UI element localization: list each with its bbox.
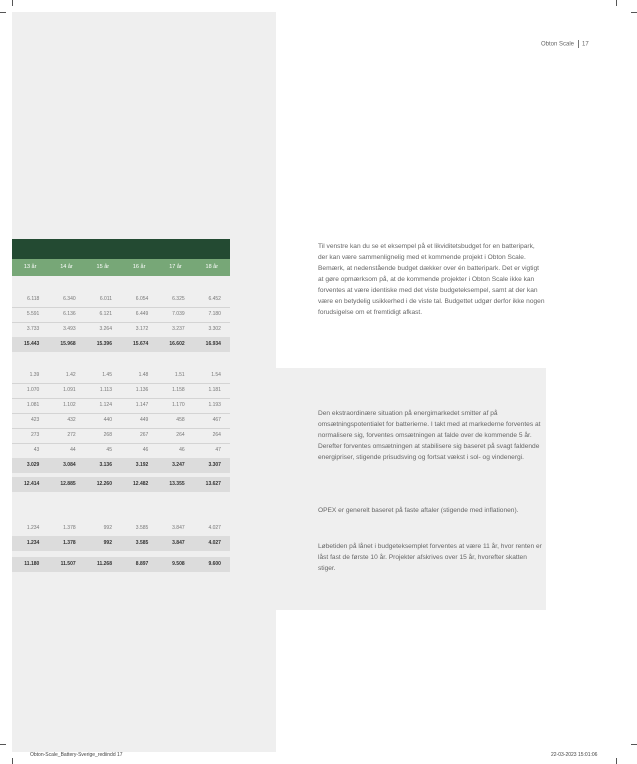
table-cell: 6.449 (135, 311, 149, 317)
table-title-band (12, 239, 230, 259)
column-header: 18 år (205, 264, 219, 270)
table-cell: 12.414 (24, 481, 40, 487)
table-cell: 6.340 (63, 296, 76, 302)
table-cell: 5.591 (26, 311, 40, 317)
table-row (12, 322, 230, 338)
table-cell: 992 (103, 540, 112, 546)
table-cell: 1.147 (135, 402, 149, 408)
table-cell: 6.054 (135, 296, 149, 302)
table-cell: 449 (139, 417, 149, 423)
table-cell: 1.091 (63, 387, 76, 393)
table-cell: 13.355 (169, 481, 185, 487)
table-cell: 1.234 (26, 525, 40, 531)
table-cell: 3.192 (135, 462, 149, 468)
table-total-row (12, 337, 230, 352)
table-cell: 1.070 (26, 387, 40, 393)
table-cell: 15.674 (133, 341, 149, 347)
table-cell: 12.885 (60, 481, 76, 487)
table-row (12, 398, 230, 414)
table-row (12, 521, 230, 536)
table-cell: 43 (33, 447, 40, 453)
table-cell: 1.181 (208, 387, 221, 393)
table-cell: 3.172 (135, 326, 149, 332)
crop-mark (616, 758, 617, 764)
table-cell: 1.48 (138, 372, 149, 378)
market-paragraph: Den ekstraordinære situation på energimarkedet smitter af på omsætningspotentialet for batterierne. I takt med at markederne forventes at normalisere sig, forventes omsætningen at falde over de kommende 5 år. Derefter forventes omsætningen at stabilisere sig baseret på svagt faldende energipriser, stigende prisudsving og fortsat vækst i sol- og vindenergi. (318, 410, 541, 461)
table-cell: 4.027 (208, 540, 221, 546)
column-header: 16 år (132, 264, 146, 270)
table-cell: 1.193 (208, 402, 221, 408)
footer-timestamp: 22-03-2023 15:01:06 (551, 752, 598, 758)
table-cell: 16.934 (205, 341, 221, 347)
table-cell: 15.968 (60, 341, 76, 347)
crop-mark (12, 758, 13, 764)
table-cell: 6.325 (172, 296, 185, 302)
table-cell: 1.51 (174, 372, 185, 378)
table-cell: 268 (103, 432, 112, 438)
table-cell: 3.029 (26, 462, 40, 468)
table-cell: 3.733 (26, 326, 40, 332)
table-cell: 3.237 (172, 326, 185, 332)
table-cell: 440 (103, 417, 112, 423)
table-cell: 1.124 (99, 402, 112, 408)
table-cell: 6.136 (63, 311, 76, 317)
table-cell: 3.585 (135, 525, 149, 531)
table-cell: 1.136 (135, 387, 149, 393)
brand-name: Obton Scale (541, 41, 575, 48)
table-cell: 47 (215, 447, 221, 453)
table-cell: 11.507 (60, 561, 76, 567)
table-cell: 272 (67, 432, 76, 438)
table-cell: 1.158 (172, 387, 185, 393)
table-cell: 1.113 (99, 387, 112, 393)
table-cell: 1.39 (29, 372, 40, 378)
table-row (12, 383, 230, 399)
table-cell: 46 (179, 447, 185, 453)
table-cell: 11.180 (24, 561, 40, 567)
table-cell: 15.396 (96, 341, 112, 347)
intro-paragraph: Til venstre kan du se et eksempel på et likviditetsbudget for en batteripark, der kan være sammenlignelig med et kommende projekt i Obton Scale. Bemærk, at nedenstående budget dækker over én batteripark. Det er vigtigt at gøre opmærksom på, at de kommende projekter i Obton Scale ikke kan forventes at være identiske med det viste budgeteksempel, samt at der kan være en betydelig usikkerhed i de viste tal. Budgettet udgør derfor ikke nogen forudsigelse om et fremtidigt afkast. (318, 243, 545, 316)
table-cell: 458 (176, 417, 185, 423)
table-cell: 264 (212, 432, 221, 438)
table-row (12, 307, 230, 323)
table-cell: 9.508 (172, 561, 185, 567)
table-cell: 1.378 (63, 540, 76, 546)
table-cell: 1.45 (102, 372, 112, 378)
table-cell: 16.602 (169, 341, 185, 347)
table-cell: 12.482 (133, 481, 149, 487)
table-cell: 46 (142, 447, 149, 453)
table-cell: 273 (30, 432, 40, 438)
table-cell: 3.136 (99, 462, 112, 468)
table-cell: 264 (176, 432, 185, 438)
table-cell: 7.039 (172, 311, 185, 317)
table-row (12, 292, 230, 308)
table-cell: 3.302 (208, 326, 221, 332)
table-row (12, 443, 230, 459)
table-cell: 6.121 (99, 311, 112, 317)
crop-mark (616, 0, 617, 6)
table-cell: 12.260 (96, 481, 112, 487)
table-cell: 11.268 (96, 561, 112, 567)
crop-mark (12, 0, 13, 6)
table-cell: 1.54 (211, 372, 221, 378)
table-cell: 3.084 (63, 462, 76, 468)
running-header (541, 40, 589, 48)
table-cell: 6.118 (27, 296, 40, 302)
column-header: 15 år (96, 264, 110, 270)
table-cell: 992 (103, 525, 112, 531)
table-cell: 15.443 (24, 341, 40, 347)
table-cell: 3.247 (172, 462, 185, 468)
table-cell: 1.170 (172, 402, 185, 408)
loan-paragraph: Løbetiden på lånet i budgeteksemplet forventes at være 11 år, hvor renten er låst fast de første 10 år. Projekter afskrives over 15 år, hvorefter skatten stiger. (318, 543, 542, 572)
footer-file-name: Obton-Scale_Battery-Sverige_rediindd 17 (30, 752, 123, 758)
header-divider (578, 40, 579, 48)
table-cell: 3.493 (63, 326, 76, 332)
table-cell: 6.452 (208, 296, 221, 302)
table-cell: 3.585 (135, 540, 149, 546)
crop-mark (0, 744, 6, 745)
table-row (12, 428, 230, 444)
table-cell: 7.180 (208, 311, 221, 317)
column-header: 14 år (60, 264, 73, 270)
table-total-row (12, 557, 230, 572)
opex-paragraph: OPEX er generelt baseret på faste aftaler (stigende med inflationen). (318, 507, 519, 514)
table-cell: 467 (212, 417, 221, 423)
column-header: 17 år (169, 264, 182, 270)
table-cell: 1.081 (26, 402, 40, 408)
table-cell: 423 (30, 417, 40, 423)
table-cell: 1.234 (26, 540, 40, 546)
table-cell: 8.897 (135, 561, 149, 567)
crop-mark (0, 12, 6, 13)
table-total-row (12, 477, 230, 492)
table-cell: 3.847 (172, 525, 185, 531)
column-header: 13 år (23, 264, 37, 270)
table-cell: 44 (70, 447, 76, 453)
table-cell: 1.102 (63, 402, 76, 408)
table-cell: 45 (106, 447, 112, 453)
page-number: 17 (582, 41, 589, 48)
table-cell: 13.627 (205, 481, 221, 487)
table-row (12, 413, 230, 429)
table-cell: 432 (67, 417, 76, 423)
table-cell: 1.42 (65, 372, 76, 378)
table-cell: 9.600 (208, 561, 221, 567)
table-header (12, 259, 230, 276)
table-cell: 4.027 (208, 525, 221, 531)
table-cell: 1.378 (63, 525, 76, 531)
crop-mark (631, 744, 637, 745)
table-row (12, 368, 230, 384)
table-total-row (12, 458, 230, 473)
table-cell: 3.847 (172, 540, 185, 546)
table-cell: 3.264 (99, 326, 112, 332)
table-total-row (12, 536, 230, 551)
table-cell: 267 (139, 432, 149, 438)
table-cell: 3.307 (208, 462, 221, 468)
table-cell: 6.011 (99, 296, 112, 302)
crop-mark (631, 12, 637, 13)
